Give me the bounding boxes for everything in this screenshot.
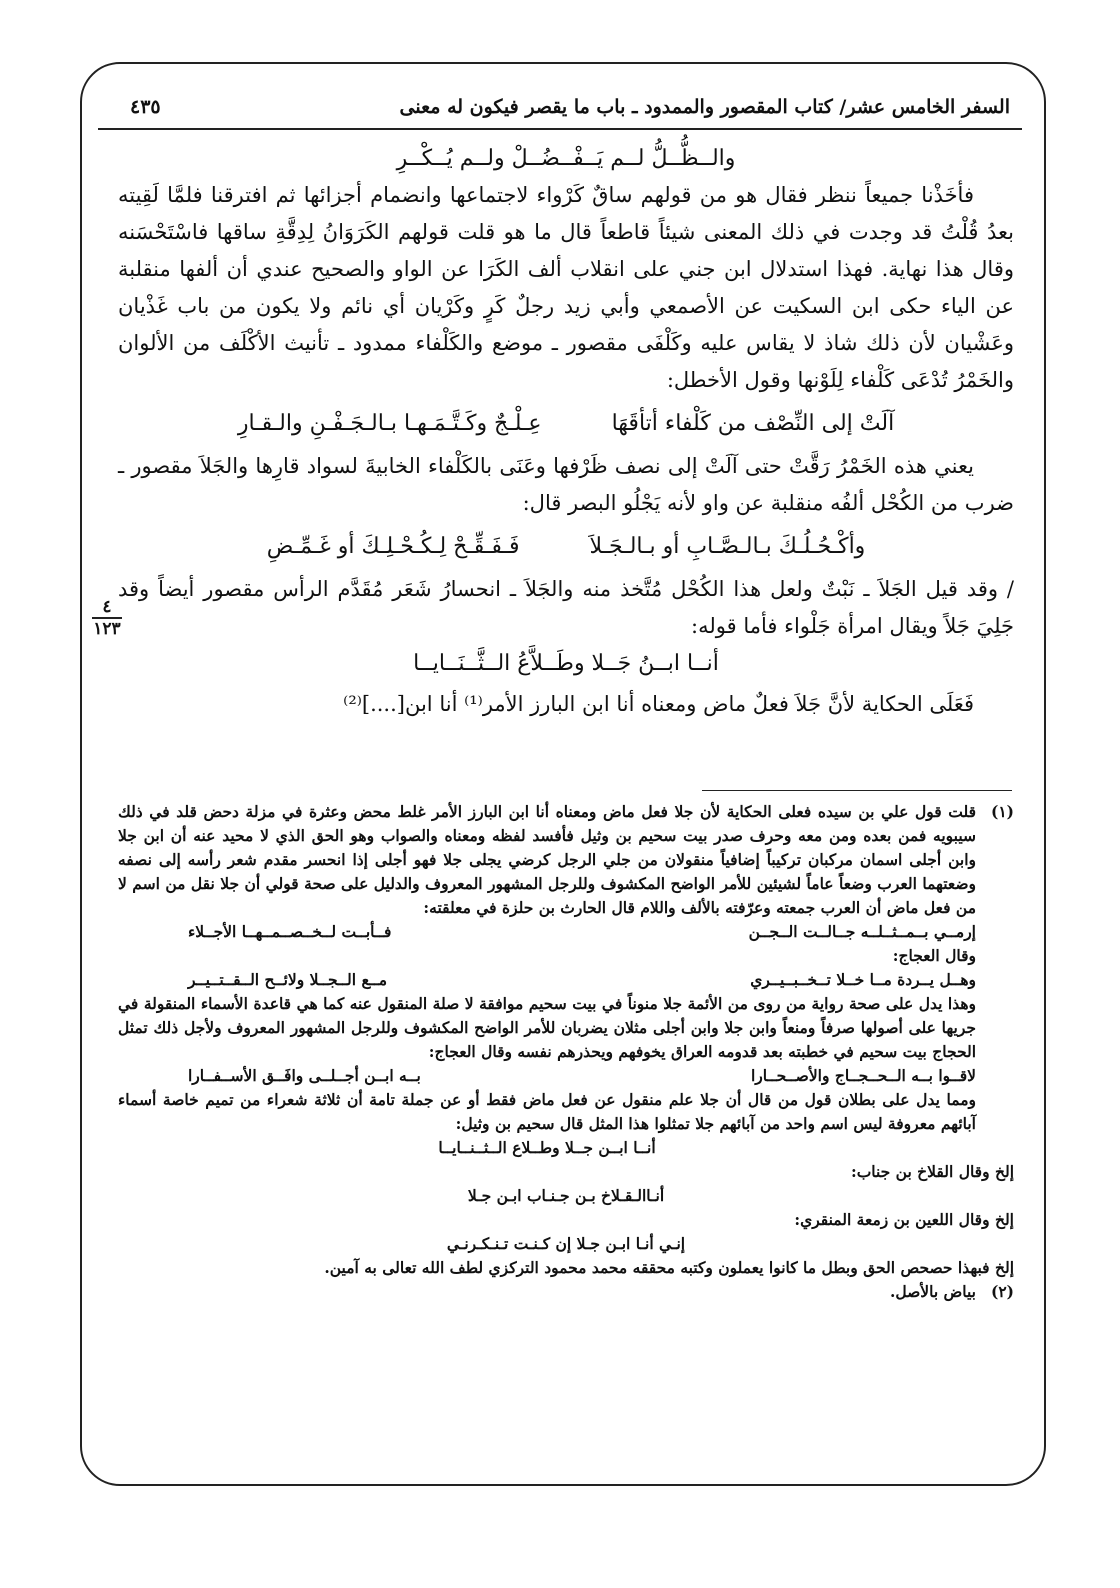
verse-3-first-hemistich: وأكْـحُـلُـكَ بـالـصَّـابِ أو بـالـجَـلاَ <box>589 534 866 559</box>
running-header <box>110 96 1010 126</box>
footnote-verse-3 <box>118 1064 976 1088</box>
footnote-1-text-2: وهذا يدل على صحة رواية من روى من الأئمة جلا منوناً في بيت سحيم موافقة لا صلة المنقول عنه كما هي قاعدة الأسماء المنقولة في جريها على أصولها صرفاً ومنعاً وابن جلا وابن أجلى مثلان يضربان للأمر الواضح المكشوف وللرجل المشهور المعروف ولأجل ذلك تمثل الحجاج بيت سحيم في خطبته بعد قدومه العراق يخوفهم ويحذرهم نفسه وقال العجاج: <box>118 994 976 1061</box>
footnote-verse-6: إنـي أنـا ابـن جـلا إن كـنـت تـنـكـرنـي <box>446 1234 686 1253</box>
footnote-1-text-3: ومما يدل على بطلان قول من قال أن جلا علم منقول عن فعل ماض فقط أو عن جملة تامة أن ثلاثة شعراء من تميم خاصة أسماء آبائهم معروفة ليس اسم واحد من آبائهم جلا تمثلوا هذا المثل قال سحيم بن وثيل: <box>118 1090 976 1133</box>
footnote-rule <box>702 790 1012 791</box>
verse-1: والــظُّــلُّ لــم يَــفْــضُــلْ ولــم يُــكْــرِ <box>396 146 736 171</box>
footnote-verse-3-b: بــه ابــن أجــلــى وافَــق الأســفــارا <box>188 1066 421 1085</box>
footnote-2-number: (٢) <box>990 1282 1014 1301</box>
paragraph-1: فأخَذْنا جميعاً ننظر فقال هو من قولهم ساقٌ كَرْواء لاجتماعها وانضمام أجزائها ثم افترقنا فلمَّا لَقِيته بعدُ قُلْتُ قد وجدت في ذلك المعنى شيئاً قاطعاً قال ما هو قلت قولهم الكَرَوَانُ لِدِقَّةِ ساقها فاسْتَحْسَنه وقال هذا نهاية. فهذا استدلال ابن جني على انقلاب ألف الكَرَا عن الواو والصحيح عندي أن ألفها منقلبة عن الياء حكى ابن السكيت عن الأصمعي وأبي زيد رجلٌ كَرٍ وكَرْيان أي نائم ولا يكون من باب غَذْيان وعَشْيان لأن ذلك شاذ لا يقاس عليه وكَلْفَى مقصور ـ موضع والكَلْفاء ممدود ـ تأنيث الأكْلَف من الألوان والخَمْرُ تُدْعَى كَلْفاء لِلَوْنها وقول الأخطل: <box>118 183 1014 392</box>
header-rule <box>98 128 1022 130</box>
page-number: ٤٣٥ <box>130 96 161 118</box>
footnote-1-number: (١) <box>990 802 1014 821</box>
margin-note-top: ٤ <box>102 597 112 617</box>
verse-2-first-hemistich: آلَتْ إلى النِّصْف من كَلْفاء أتأقَهَا <box>611 411 895 436</box>
footnote-1 <box>118 800 1014 1160</box>
footnote-1-text: قلت قول علي بن سيده فعلى الحكاية لأن جلا فعل ماض ومعناه أنا ابن البارز الأمر غلط محض وعثرة في مزلة دحض قلد في ذلك سيبويه فمن بعده ومن معه وحرف صدر بيت سحيم بن وثيل فأفسد لفظه ومعناه والصواب وهو الحق الذي لا محيد عنه أن ابن جلا وابن أجلى اسمان مركبان تركيباً إضافياً منقولان من جلي الرجل كرضي يجلى جلا فهو أجلى إذا انحسر مقدم شعر رأسه إلى نصفه وضعتهما العرب وضعاً عاماً لشيئين للأمر الواضح المكشوف وللرجل المشهور المعروف والدليل على صحة قولي أن جلا نقل من اسم لا من فعل ماض أن العرب جمعته وعرّفته بالألف واللام قال الحارث بن حلزة في معلقته: <box>118 802 976 917</box>
main-text <box>118 140 1014 723</box>
footnote-1-text-6: إلخ فبهذا حصحص الحق وبطل ما كانوا يعملون وكتبه محققه محمد محمود التركزي لطف الله تعالى به آمين. <box>324 1258 1014 1277</box>
footnote-verse-2 <box>118 968 976 992</box>
footnote-verse-2-a: وهــل يــردة مــا خــلا تــخــبــيــري <box>750 970 976 989</box>
margin-note-bottom: ١٢٣ <box>93 619 121 639</box>
header-title: السفر الخامس عشر/ كتاب المقصور والممدود ـ باب ما يقصر فيكون له معنى <box>399 96 1010 118</box>
footnotes <box>118 800 1014 1304</box>
verse-3-second-hemistich: فَـفَـقِّـحْ لِـكُـحْـلِـكَ أو غَـمِّـضِ <box>266 534 520 559</box>
paragraph-3: / وقد قيل الجَلاَ ـ نَبْتٌ ولعل هذا الكُحْل مُتَّخذ منه والجَلاَ ـ انحسارُ شَعَر مُقَدَّم الرأس مقصور أيضاً وقد جَلِيَ جَلاً ويقال امرأة جَلْواء فأما قوله: <box>118 577 1014 638</box>
verse-2 <box>118 405 1014 442</box>
footnote-ajjaj-label: وقال العجاج: <box>892 946 976 965</box>
footnote-1-body <box>118 800 976 1160</box>
verse-4: أنــا ابــنُ جَــلا وطَــلاَّعُ الــثَّــنَــايــا <box>413 651 719 676</box>
footnote-verse-5: أنـاالـقـلاخ بـن جـنـاب ابـن جـلا <box>467 1186 665 1205</box>
paragraph-2: يعني هذه الخَمْرُ رَقَّتْ حتى آلَتْ إلى نصف ظَرْفها وعَنَى بالكَلْفاء الخابيةَ لسواد قارِها والجَلاَ مقصور ـ ضرب من الكُحْل ألفُه منقلبة عن واو لأنه يَجْلُو البصر قال: <box>118 454 1014 515</box>
footnote-1-text-5: إلخ وقال اللعين بن زمعة المنقري: <box>794 1210 1014 1229</box>
verse-3 <box>118 528 1014 565</box>
footnote-2-text: بياض بالأصل. <box>889 1282 976 1301</box>
footnote-1-text-4: إلخ وقال القلاخ بن جناب: <box>850 1162 1014 1181</box>
footnote-verse-4: أنــا ابــن جــلا وطــلاع الــثــنــايــا <box>438 1138 656 1157</box>
footnote-verse-1 <box>118 920 976 944</box>
verse-2-second-hemistich: عِـلْـجٌ وكَـتَّـمَـهـا بـالـجَـفْـنِ والـقـارِ <box>237 411 542 436</box>
footnote-verse-3-a: لاقــوا بــه الــحــجــاج والأصــحــارا <box>750 1066 976 1085</box>
footnote-verse-2-b: مــع الــجــلا ولائــح الــقــتــيــر <box>188 970 388 989</box>
footnote-verse-1-b: فــأبــت لــخــصــمــهــا الأجــلاء <box>188 922 392 941</box>
footnote-verse-1-a: إرمــي بــمــثــلــه جــالــت الــجــن <box>748 922 976 941</box>
paragraph-4: فَعَلَى الحكاية لأنَّ جَلاَ فعلٌ ماض ومعناه أنا ابن البارز الأمر⁽¹⁾ أنا ابن[....]⁽²⁾ <box>343 692 974 716</box>
footnote-2 <box>118 1280 1014 1304</box>
